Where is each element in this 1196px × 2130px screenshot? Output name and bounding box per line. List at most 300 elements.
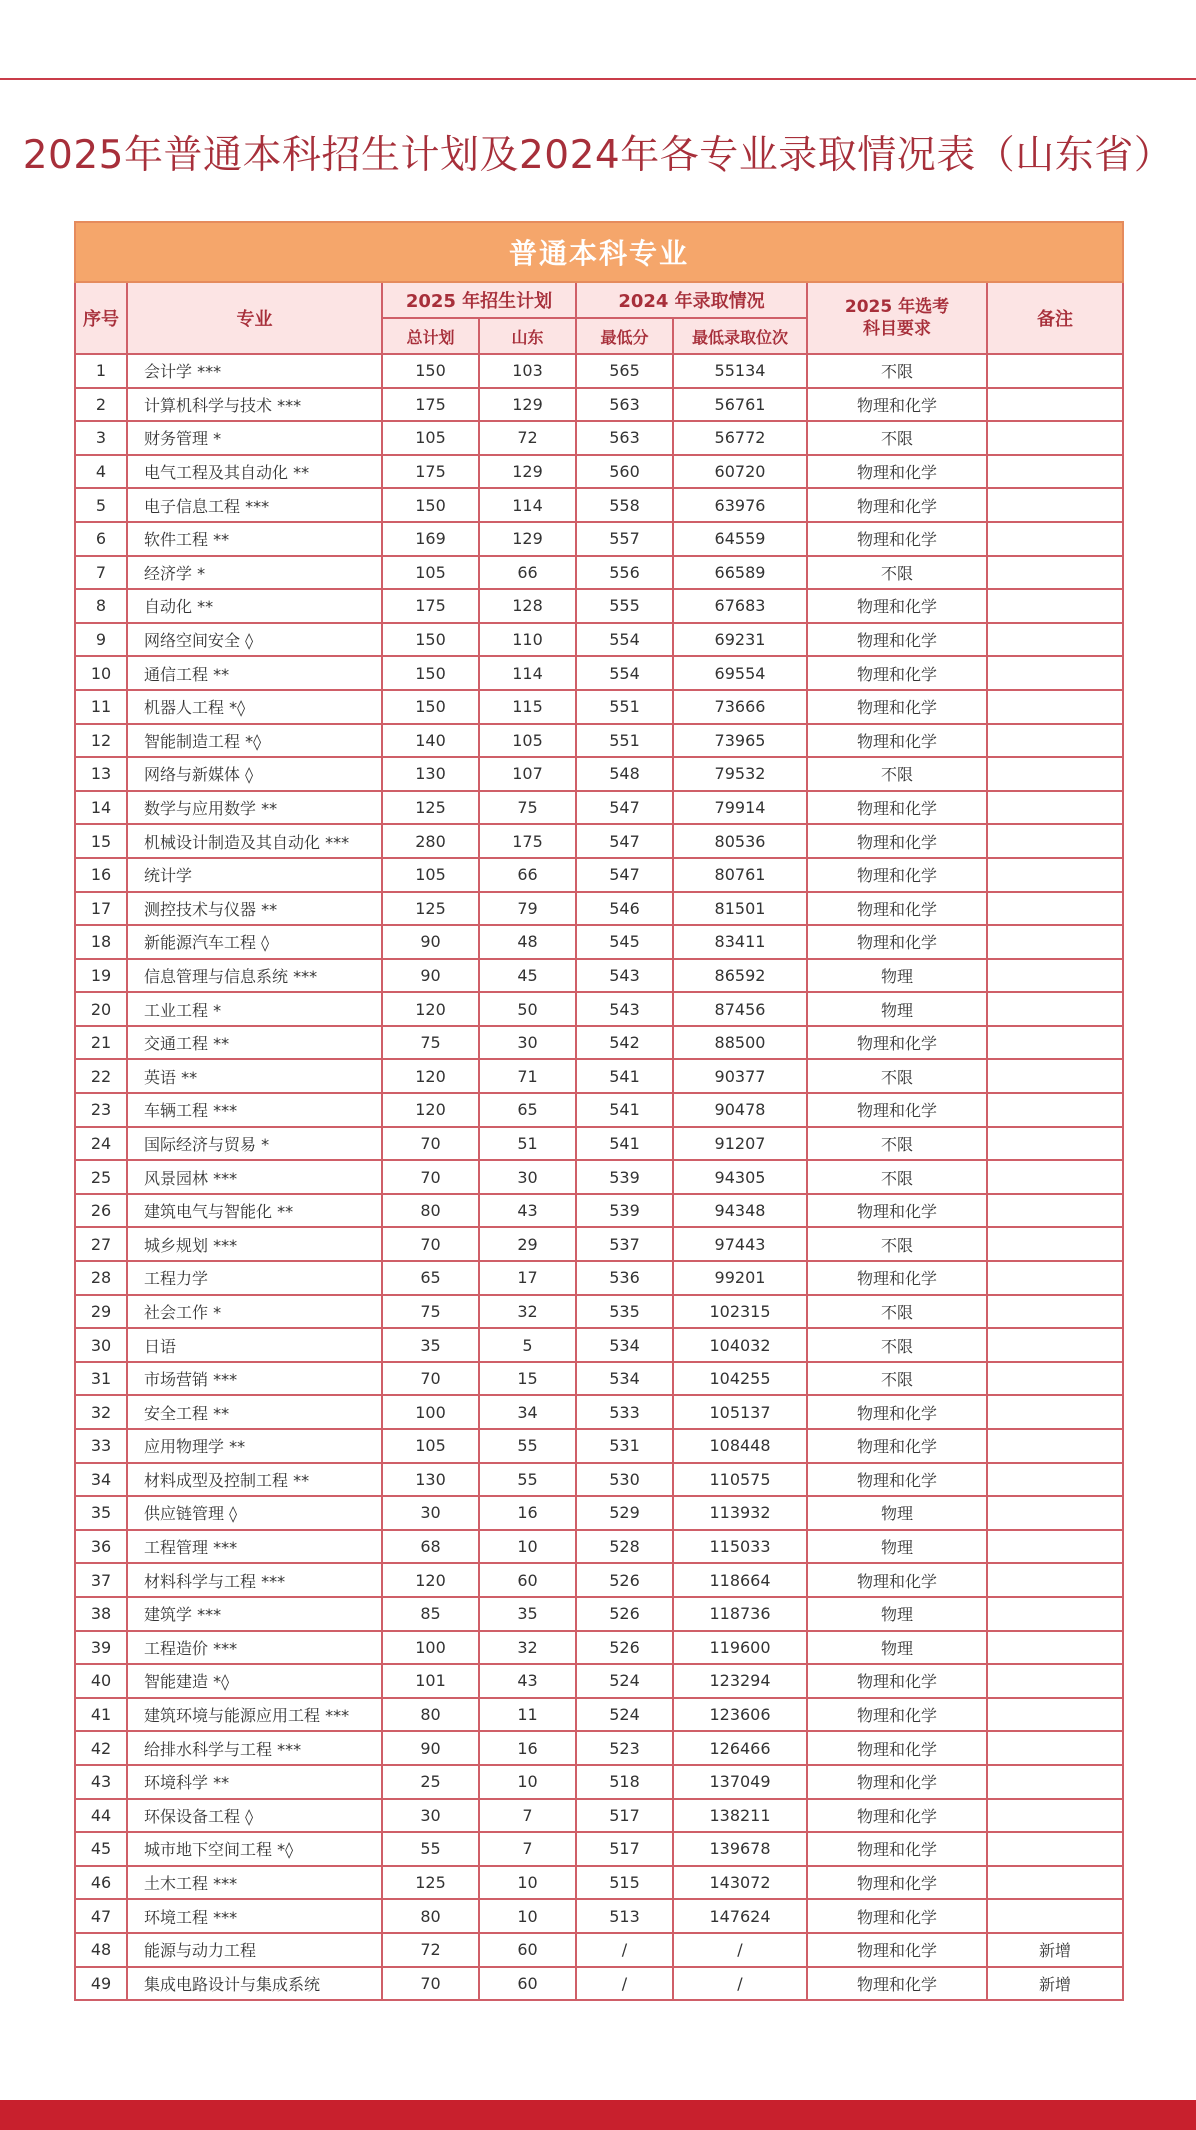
cell-total-plan: 175 [382,455,479,489]
cell-requirement: 物理和化学 [807,824,987,858]
cell-seq: 12 [75,724,127,758]
cell-min-score: 534 [576,1328,673,1362]
cell-shandong: 35 [479,1597,576,1631]
cell-remark [987,1597,1123,1631]
cell-min-score: 528 [576,1530,673,1564]
cell-seq: 38 [75,1597,127,1631]
cell-shandong: 15 [479,1362,576,1396]
cell-seq: 26 [75,1194,127,1228]
cell-shandong: 115 [479,690,576,724]
cell-min-score: 539 [576,1160,673,1194]
cell-major: 工程力学 [127,1261,382,1295]
cell-shandong: 16 [479,1731,576,1765]
cell-major: 集成电路设计与集成系统 [127,1967,382,2001]
cell-requirement: 物理和化学 [807,522,987,556]
cell-major: 材料科学与工程 *** [127,1563,382,1597]
cell-requirement: 物理 [807,1597,987,1631]
cell-requirement: 物理和化学 [807,724,987,758]
cell-total-plan: 100 [382,1631,479,1665]
enrollment-table [74,221,1124,2001]
cell-major: 电子信息工程 *** [127,488,382,522]
cell-major: 统计学 [127,858,382,892]
table-row [75,488,1123,522]
cell-remark [987,1093,1123,1127]
cell-remark [987,1664,1123,1698]
cell-total-plan: 75 [382,1026,479,1060]
cell-requirement: 物理 [807,1496,987,1530]
cell-seq: 6 [75,522,127,556]
cell-min-score: 533 [576,1395,673,1429]
cell-major: 环境科学 ** [127,1765,382,1799]
cell-major: 测控技术与仪器 ** [127,892,382,926]
cell-min-rank: 94305 [673,1160,807,1194]
cell-seq: 8 [75,589,127,623]
cell-min-rank: 79914 [673,791,807,825]
page-title: 2025年普通本科招生计划及2024年各专业录取情况表（山东省） [22,133,1174,178]
cell-total-plan: 175 [382,388,479,422]
cell-min-rank: 94348 [673,1194,807,1228]
cell-remark [987,623,1123,657]
table-row [75,1530,1123,1564]
cell-seq: 9 [75,623,127,657]
cell-requirement: 物理和化学 [807,1026,987,1060]
cell-seq: 42 [75,1731,127,1765]
cell-major: 通信工程 ** [127,656,382,690]
cell-min-rank: 63976 [673,488,807,522]
cell-requirement: 物理和化学 [807,1698,987,1732]
cell-remark [987,1698,1123,1732]
cell-seq: 33 [75,1429,127,1463]
cell-major: 应用物理学 ** [127,1429,382,1463]
table-row [75,1563,1123,1597]
cell-major: 环境工程 *** [127,1899,382,1933]
cell-remark [987,1328,1123,1362]
cell-min-rank: 69231 [673,623,807,657]
cell-major: 城乡规划 *** [127,1227,382,1261]
cell-seq: 35 [75,1496,127,1530]
cell-min-score: 541 [576,1127,673,1161]
cell-remark [987,1731,1123,1765]
cell-major: 材料成型及控制工程 ** [127,1463,382,1497]
cell-total-plan: 30 [382,1496,479,1530]
cell-seq: 15 [75,824,127,858]
cell-min-score: 556 [576,556,673,590]
cell-shandong: 79 [479,892,576,926]
cell-shandong: 65 [479,1093,576,1127]
header-min-score: 最低分 [576,318,673,354]
cell-min-rank: 104032 [673,1328,807,1362]
cell-major: 信息管理与信息系统 *** [127,959,382,993]
cell-min-rank: 102315 [673,1295,807,1329]
table-row [75,1799,1123,1833]
table-row [75,589,1123,623]
cell-major: 会计学 *** [127,354,382,388]
cell-major: 智能建造 *◊ [127,1664,382,1698]
cell-seq: 23 [75,1093,127,1127]
cell-shandong: 105 [479,724,576,758]
cell-min-rank: / [673,1967,807,2001]
cell-seq: 37 [75,1563,127,1597]
table-row [75,1597,1123,1631]
cell-min-rank: 66589 [673,556,807,590]
table-row [75,1328,1123,1362]
cell-min-score: 526 [576,1597,673,1631]
table-row [75,1295,1123,1329]
cell-seq: 17 [75,892,127,926]
cell-shandong: 66 [479,858,576,892]
cell-requirement: 不限 [807,1328,987,1362]
cell-seq: 14 [75,791,127,825]
cell-seq: 44 [75,1799,127,1833]
cell-total-plan: 55 [382,1832,479,1866]
cell-shandong: 72 [479,421,576,455]
cell-remark [987,892,1123,926]
cell-shandong: 66 [479,556,576,590]
cell-major: 供应链管理 ◊ [127,1496,382,1530]
cell-min-rank: 123294 [673,1664,807,1698]
cell-total-plan: 72 [382,1933,479,1967]
cell-major: 建筑电气与智能化 ** [127,1194,382,1228]
cell-requirement: 物理和化学 [807,791,987,825]
cell-seq: 43 [75,1765,127,1799]
cell-min-rank: 60720 [673,455,807,489]
cell-major: 车辆工程 *** [127,1093,382,1127]
cell-requirement: 物理和化学 [807,488,987,522]
cell-min-rank: 137049 [673,1765,807,1799]
cell-remark [987,1429,1123,1463]
table-banner: 普通本科专业 [75,222,1123,282]
cell-requirement: 物理和化学 [807,1933,987,1967]
cell-remark [987,690,1123,724]
table-row [75,1026,1123,1060]
cell-requirement: 物理和化学 [807,1395,987,1429]
table-row [75,858,1123,892]
cell-min-rank: / [673,1933,807,1967]
cell-requirement: 物理和化学 [807,1731,987,1765]
cell-min-rank: 105137 [673,1395,807,1429]
cell-min-rank: 56772 [673,421,807,455]
cell-seq: 36 [75,1530,127,1564]
cell-seq: 46 [75,1866,127,1900]
table-row [75,1160,1123,1194]
cell-major: 环保设备工程 ◊ [127,1799,382,1833]
table-row [75,1664,1123,1698]
cell-major: 自动化 ** [127,589,382,623]
header-major: 专业 [127,282,382,354]
cell-seq: 39 [75,1631,127,1665]
cell-min-score: 554 [576,623,673,657]
cell-remark [987,455,1123,489]
cell-total-plan: 100 [382,1395,479,1429]
cell-min-score: / [576,1967,673,2001]
table-row [75,1127,1123,1161]
cell-min-rank: 80536 [673,824,807,858]
cell-min-rank: 119600 [673,1631,807,1665]
header-requirement [807,282,987,354]
cell-min-rank: 123606 [673,1698,807,1732]
cell-min-rank: 139678 [673,1832,807,1866]
cell-seq: 30 [75,1328,127,1362]
cell-requirement: 物理 [807,992,987,1026]
cell-total-plan: 90 [382,1731,479,1765]
cell-min-rank: 80761 [673,858,807,892]
cell-min-rank: 90478 [673,1093,807,1127]
table-banner-row [75,222,1123,282]
cell-total-plan: 25 [382,1765,479,1799]
cell-remark [987,556,1123,590]
cell-requirement: 物理和化学 [807,1832,987,1866]
cell-remark [987,1631,1123,1665]
header-total-plan: 总计划 [382,318,479,354]
table-row [75,1227,1123,1261]
cell-min-rank: 99201 [673,1261,807,1295]
cell-total-plan: 140 [382,724,479,758]
cell-major: 能源与动力工程 [127,1933,382,1967]
table-row [75,522,1123,556]
cell-requirement: 物理和化学 [807,1765,987,1799]
table-row [75,1362,1123,1396]
cell-shandong: 60 [479,1967,576,2001]
cell-shandong: 129 [479,388,576,422]
cell-total-plan: 105 [382,556,479,590]
cell-shandong: 45 [479,959,576,993]
cell-min-score: 541 [576,1059,673,1093]
cell-min-rank: 56761 [673,388,807,422]
cell-total-plan: 101 [382,1664,479,1698]
cell-total-plan: 120 [382,1093,479,1127]
cell-seq: 16 [75,858,127,892]
cell-major: 软件工程 ** [127,522,382,556]
cell-shandong: 71 [479,1059,576,1093]
cell-major: 计算机科学与技术 *** [127,388,382,422]
cell-min-rank: 73965 [673,724,807,758]
cell-remark [987,1832,1123,1866]
cell-shandong: 51 [479,1127,576,1161]
cell-remark [987,1026,1123,1060]
cell-remark [987,1395,1123,1429]
cell-min-rank: 73666 [673,690,807,724]
cell-total-plan: 120 [382,1059,479,1093]
cell-min-rank: 118664 [673,1563,807,1597]
cell-shandong: 32 [479,1631,576,1665]
cell-major: 土木工程 *** [127,1866,382,1900]
cell-shandong: 43 [479,1194,576,1228]
cell-requirement: 物理 [807,1631,987,1665]
cell-remark [987,1059,1123,1093]
cell-total-plan: 85 [382,1597,479,1631]
cell-min-score: 524 [576,1698,673,1732]
cell-total-plan: 90 [382,925,479,959]
cell-remark [987,1463,1123,1497]
table-row [75,656,1123,690]
cell-min-score: 545 [576,925,673,959]
cell-total-plan: 80 [382,1698,479,1732]
cell-major: 工程管理 *** [127,1530,382,1564]
cell-min-rank: 113932 [673,1496,807,1530]
cell-total-plan: 169 [382,522,479,556]
cell-remark [987,1563,1123,1597]
cell-min-score: 523 [576,1731,673,1765]
cell-shandong: 17 [479,1261,576,1295]
cell-requirement: 不限 [807,1362,987,1396]
cell-requirement: 不限 [807,556,987,590]
cell-remark [987,1866,1123,1900]
cell-seq: 2 [75,388,127,422]
cell-shandong: 114 [479,488,576,522]
cell-shandong: 60 [479,1933,576,1967]
cell-shandong: 43 [479,1664,576,1698]
header-requirement-line2: 科目要求 [863,319,931,339]
cell-remark [987,824,1123,858]
cell-requirement: 物理和化学 [807,1194,987,1228]
cell-total-plan: 70 [382,1362,479,1396]
cell-requirement: 物理和化学 [807,1563,987,1597]
table-row [75,757,1123,791]
cell-total-plan: 120 [382,1563,479,1597]
cell-total-plan: 125 [382,791,479,825]
cell-seq: 1 [75,354,127,388]
cell-requirement: 物理和化学 [807,455,987,489]
cell-requirement: 不限 [807,757,987,791]
cell-min-score: 543 [576,959,673,993]
table-row [75,791,1123,825]
cell-min-rank: 97443 [673,1227,807,1261]
cell-seq: 19 [75,959,127,993]
cell-min-score: 557 [576,522,673,556]
cell-min-score: 548 [576,757,673,791]
cell-shandong: 75 [479,791,576,825]
cell-min-score: 560 [576,455,673,489]
cell-requirement: 不限 [807,421,987,455]
table-row [75,1194,1123,1228]
cell-requirement: 不限 [807,1295,987,1329]
table-row [75,388,1123,422]
cell-seq: 7 [75,556,127,590]
cell-remark: 新增 [987,1933,1123,1967]
cell-shandong: 175 [479,824,576,858]
cell-remark [987,992,1123,1026]
cell-remark [987,656,1123,690]
cell-seq: 20 [75,992,127,1026]
cell-major: 工业工程 * [127,992,382,1026]
cell-min-rank: 115033 [673,1530,807,1564]
cell-requirement: 物理和化学 [807,690,987,724]
cell-shandong: 103 [479,354,576,388]
cell-seq: 25 [75,1160,127,1194]
cell-requirement: 物理和化学 [807,388,987,422]
cell-major: 经济学 * [127,556,382,590]
cell-requirement: 物理和化学 [807,1261,987,1295]
table-row [75,354,1123,388]
cell-remark [987,488,1123,522]
cell-total-plan: 80 [382,1194,479,1228]
table-row [75,1765,1123,1799]
cell-min-rank: 91207 [673,1127,807,1161]
cell-min-rank: 104255 [673,1362,807,1396]
table-row [75,959,1123,993]
cell-remark [987,757,1123,791]
cell-requirement: 物理和化学 [807,1093,987,1127]
cell-major: 机器人工程 *◊ [127,690,382,724]
cell-min-rank: 81501 [673,892,807,926]
cell-shandong: 129 [479,522,576,556]
cell-major: 安全工程 ** [127,1395,382,1429]
cell-total-plan: 175 [382,589,479,623]
cell-major: 网络与新媒体 ◊ [127,757,382,791]
cell-shandong: 10 [479,1765,576,1799]
cell-min-score: 554 [576,656,673,690]
cell-total-plan: 70 [382,1227,479,1261]
cell-min-score: 551 [576,724,673,758]
cell-requirement: 物理和化学 [807,1664,987,1698]
cell-min-score: 543 [576,992,673,1026]
cell-remark [987,388,1123,422]
table-row [75,992,1123,1026]
cell-requirement: 物理和化学 [807,1799,987,1833]
cell-min-rank: 55134 [673,354,807,388]
cell-remark [987,858,1123,892]
cell-min-rank: 90377 [673,1059,807,1093]
cell-seq: 41 [75,1698,127,1732]
cell-major: 财务管理 * [127,421,382,455]
cell-total-plan: 105 [382,858,479,892]
cell-requirement: 物理 [807,1530,987,1564]
cell-min-score: 539 [576,1194,673,1228]
cell-total-plan: 150 [382,690,479,724]
cell-min-score: 546 [576,892,673,926]
cell-remark [987,1295,1123,1329]
header-row-1 [75,282,1123,318]
cell-total-plan: 125 [382,1866,479,1900]
table-row [75,1093,1123,1127]
cell-remark [987,1765,1123,1799]
cell-remark [987,589,1123,623]
table-row [75,1933,1123,1967]
cell-shandong: 129 [479,455,576,489]
cell-shandong: 110 [479,623,576,657]
cell-seq: 31 [75,1362,127,1396]
cell-min-score: 547 [576,824,673,858]
table-row [75,455,1123,489]
cell-major: 新能源汽车工程 ◊ [127,925,382,959]
cell-requirement: 物理和化学 [807,892,987,926]
cell-min-score: 515 [576,1866,673,1900]
cell-min-score: 513 [576,1899,673,1933]
cell-min-score: 530 [576,1463,673,1497]
cell-remark [987,1899,1123,1933]
cell-seq: 40 [75,1664,127,1698]
cell-major: 网络空间安全 ◊ [127,623,382,657]
cell-min-score: / [576,1933,673,1967]
table-row [75,556,1123,590]
cell-total-plan: 75 [382,1295,479,1329]
cell-major: 市场营销 *** [127,1362,382,1396]
table-row [75,421,1123,455]
cell-shandong: 55 [479,1463,576,1497]
cell-shandong: 16 [479,1496,576,1530]
cell-total-plan: 68 [382,1530,479,1564]
cell-min-rank: 126466 [673,1731,807,1765]
cell-seq: 18 [75,925,127,959]
cell-min-score: 517 [576,1832,673,1866]
cell-min-score: 537 [576,1227,673,1261]
cell-remark [987,421,1123,455]
cell-requirement: 物理和化学 [807,589,987,623]
header-seq: 序号 [75,282,127,354]
cell-seq: 4 [75,455,127,489]
cell-total-plan: 105 [382,1429,479,1463]
cell-remark [987,1194,1123,1228]
